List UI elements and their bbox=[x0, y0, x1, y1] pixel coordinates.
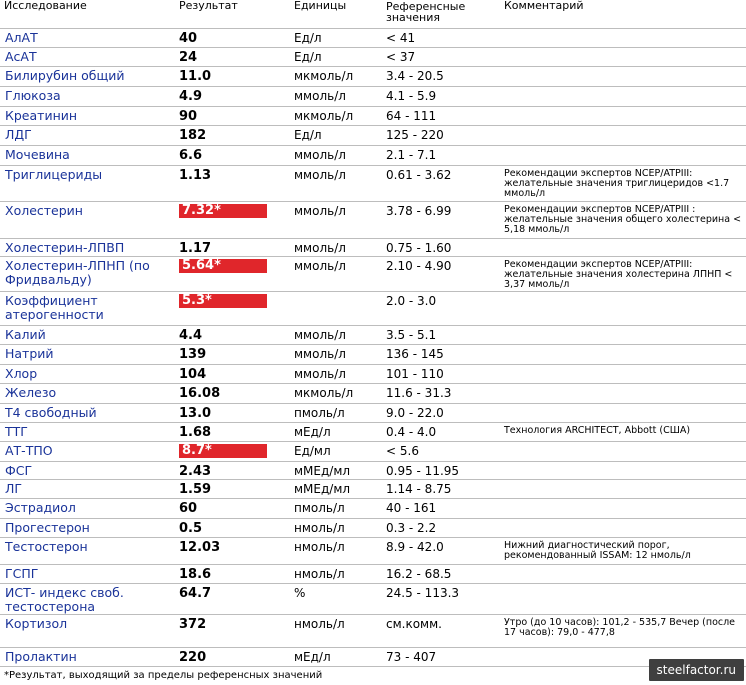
table-row bbox=[0, 423, 746, 442]
reference-range: 16.2 - 68.5 bbox=[382, 565, 500, 584]
unit: мМЕд/мл bbox=[290, 480, 382, 499]
comment bbox=[500, 480, 746, 499]
result-value: 4.4 bbox=[175, 326, 290, 345]
test-name: ЛДГ bbox=[0, 126, 175, 146]
reference-range: 3.4 - 20.5 bbox=[382, 67, 500, 87]
comment: Рекомендации экспертов NCEP/ATPIII: желательные значения холестерина ЛПНП < 3,37 ммоль/л bbox=[500, 257, 746, 292]
unit: Ед/мл bbox=[290, 442, 382, 462]
reference-range: 3.5 - 5.1 bbox=[382, 326, 500, 345]
unit bbox=[290, 292, 382, 326]
comment bbox=[500, 462, 746, 480]
result-value: 13.0 bbox=[175, 404, 290, 423]
table-row bbox=[0, 462, 746, 480]
unit: нмоль/л bbox=[290, 519, 382, 538]
reference-range: 4.1 - 5.9 bbox=[382, 87, 500, 107]
test-name: Железо bbox=[0, 384, 175, 404]
test-name: Коэффициент атерогенности bbox=[0, 292, 175, 326]
test-name: ЛГ bbox=[0, 480, 175, 499]
table-row bbox=[0, 584, 746, 615]
reference-range: 125 - 220 bbox=[382, 126, 500, 146]
test-name: Глюкоза bbox=[0, 87, 175, 107]
comment bbox=[500, 107, 746, 126]
table-row bbox=[0, 202, 746, 239]
result-value: 182 bbox=[175, 126, 290, 146]
test-name: Триглицериды bbox=[0, 166, 175, 202]
unit: ммоль/л bbox=[290, 202, 382, 239]
reference-range: 0.75 - 1.60 bbox=[382, 239, 500, 257]
result-value: 139 bbox=[175, 345, 290, 365]
table-row bbox=[0, 615, 746, 648]
unit: ммоль/л bbox=[290, 87, 382, 107]
table-row bbox=[0, 442, 746, 462]
comment: Нижний диагностический порог, рекомендованный ISSAM: 12 нмоль/л bbox=[500, 538, 746, 565]
comment: Рекомендации экспертов NCEP/ATPIII : желательные значения общего холестерина < 5,18 ммоль/л bbox=[500, 202, 746, 239]
reference-range: 2.10 - 4.90 bbox=[382, 257, 500, 292]
reference-range: 1.14 - 8.75 bbox=[382, 480, 500, 499]
reference-range: 11.6 - 31.3 bbox=[382, 384, 500, 404]
out-of-range-value: 5.64* bbox=[179, 259, 267, 273]
test-name: Калий bbox=[0, 326, 175, 345]
table-row bbox=[0, 48, 746, 67]
comment bbox=[500, 584, 746, 615]
table-row bbox=[0, 480, 746, 499]
table-row bbox=[0, 404, 746, 423]
unit: пмоль/л bbox=[290, 404, 382, 423]
header-reference: Референсные значения bbox=[386, 0, 466, 24]
comment bbox=[500, 126, 746, 146]
test-name: Тестостерон bbox=[0, 538, 175, 565]
table-row bbox=[0, 107, 746, 126]
comment bbox=[500, 292, 746, 326]
header-comment: Комментарий bbox=[504, 0, 584, 12]
test-name: АлАТ bbox=[0, 29, 175, 48]
result-value: 104 bbox=[175, 365, 290, 384]
comment bbox=[500, 239, 746, 257]
result-value: 4.9 bbox=[175, 87, 290, 107]
table-row bbox=[0, 365, 746, 384]
comment: Утро (до 10 часов): 101,2 - 535,7 Вечер (после 17 часов): 79,0 - 477,8 bbox=[500, 615, 746, 648]
test-name: ИСТ- индекс своб. тестостерона bbox=[0, 584, 175, 615]
unit: мЕд/л bbox=[290, 423, 382, 442]
comment bbox=[500, 365, 746, 384]
unit: нмоль/л bbox=[290, 615, 382, 648]
result-value: 220 bbox=[175, 648, 290, 667]
unit: ммоль/л bbox=[290, 166, 382, 202]
unit: Ед/л bbox=[290, 48, 382, 67]
result-value: 12.03 bbox=[175, 538, 290, 565]
comment: Рекомендации экспертов NCEP/ATPIII: желательные значения триглицеридов <1.7 ммоль/л bbox=[500, 166, 746, 202]
comment bbox=[500, 326, 746, 345]
reference-range: 0.61 - 3.62 bbox=[382, 166, 500, 202]
unit: ммоль/л bbox=[290, 365, 382, 384]
test-name: Т4 свободный bbox=[0, 404, 175, 423]
test-name: АТ-ТПО bbox=[0, 442, 175, 462]
out-of-range-value: 7.32* bbox=[179, 204, 267, 218]
reference-range: 0.4 - 4.0 bbox=[382, 423, 500, 442]
reference-range: 8.9 - 42.0 bbox=[382, 538, 500, 565]
unit: % bbox=[290, 584, 382, 615]
comment bbox=[500, 499, 746, 519]
reference-range: 64 - 111 bbox=[382, 107, 500, 126]
test-name: Холестерин-ЛПНП (по Фридвальду) bbox=[0, 257, 175, 292]
result-value bbox=[175, 292, 290, 326]
test-name: Холестерин-ЛПВП bbox=[0, 239, 175, 257]
unit: нмоль/л bbox=[290, 565, 382, 584]
table-row bbox=[0, 126, 746, 146]
result-value: 64.7 bbox=[175, 584, 290, 615]
result-value bbox=[175, 202, 290, 239]
unit: пмоль/л bbox=[290, 499, 382, 519]
table-row bbox=[0, 565, 746, 584]
comment bbox=[500, 67, 746, 87]
comment bbox=[500, 48, 746, 67]
unit: ммоль/л bbox=[290, 146, 382, 166]
result-value: 11.0 bbox=[175, 67, 290, 87]
test-name: Холестерин bbox=[0, 202, 175, 239]
comment bbox=[500, 442, 746, 462]
unit: мкмоль/л bbox=[290, 384, 382, 404]
test-name: Натрий bbox=[0, 345, 175, 365]
test-name: Билирубин общий bbox=[0, 67, 175, 87]
unit: ммоль/л bbox=[290, 239, 382, 257]
table-row bbox=[0, 519, 746, 538]
unit: ммоль/л bbox=[290, 326, 382, 345]
comment bbox=[500, 565, 746, 584]
reference-range: 40 - 161 bbox=[382, 499, 500, 519]
test-name: Прогестерон bbox=[0, 519, 175, 538]
header-units: Единицы bbox=[294, 0, 347, 12]
comment bbox=[500, 519, 746, 538]
test-name: ТТГ bbox=[0, 423, 175, 442]
test-name: Эстрадиол bbox=[0, 499, 175, 519]
reference-range: 101 - 110 bbox=[382, 365, 500, 384]
comment bbox=[500, 87, 746, 107]
comment bbox=[500, 29, 746, 48]
footnote: *Результат, выходящий за пределы референсных значений bbox=[4, 670, 323, 681]
result-value: 2.43 bbox=[175, 462, 290, 480]
reference-range: 73 - 407 bbox=[382, 648, 500, 667]
reference-range: 3.78 - 6.99 bbox=[382, 202, 500, 239]
result-value: 6.6 bbox=[175, 146, 290, 166]
table-row bbox=[0, 384, 746, 404]
test-name: Пролактин bbox=[0, 648, 175, 667]
reference-range: < 37 bbox=[382, 48, 500, 67]
unit: Ед/л bbox=[290, 126, 382, 146]
comment bbox=[500, 404, 746, 423]
unit: ммоль/л bbox=[290, 345, 382, 365]
test-name: Кортизол bbox=[0, 615, 175, 648]
result-value: 1.17 bbox=[175, 239, 290, 257]
out-of-range-value: 5.3* bbox=[179, 294, 267, 308]
reference-range: 2.0 - 3.0 bbox=[382, 292, 500, 326]
reference-range: 0.95 - 11.95 bbox=[382, 462, 500, 480]
reference-range: < 41 bbox=[382, 29, 500, 48]
table-row bbox=[0, 87, 746, 107]
result-value bbox=[175, 442, 290, 462]
reference-range: 2.1 - 7.1 bbox=[382, 146, 500, 166]
header-test: Исследование bbox=[4, 0, 87, 12]
test-name: Креатинин bbox=[0, 107, 175, 126]
table-row bbox=[0, 326, 746, 345]
unit: мЕд/л bbox=[290, 648, 382, 667]
reference-range: 0.3 - 2.2 bbox=[382, 519, 500, 538]
table-row bbox=[0, 146, 746, 166]
unit: ммоль/л bbox=[290, 257, 382, 292]
test-name: АсАТ bbox=[0, 48, 175, 67]
header-result: Результат bbox=[179, 0, 238, 12]
test-name: ГСПГ bbox=[0, 565, 175, 584]
reference-range: 24.5 - 113.3 bbox=[382, 584, 500, 615]
reference-range: < 5.6 bbox=[382, 442, 500, 462]
reference-range: 9.0 - 22.0 bbox=[382, 404, 500, 423]
unit: мкмоль/л bbox=[290, 67, 382, 87]
result-value: 18.6 bbox=[175, 565, 290, 584]
reference-range: см.комм. bbox=[382, 615, 500, 648]
result-value: 90 bbox=[175, 107, 290, 126]
result-value: 1.68 bbox=[175, 423, 290, 442]
out-of-range-value: 8.7* bbox=[179, 444, 267, 458]
result-value: 1.59 bbox=[175, 480, 290, 499]
watermark: steelfactor.ru bbox=[649, 659, 744, 681]
result-value: 372 bbox=[175, 615, 290, 648]
result-value: 60 bbox=[175, 499, 290, 519]
table-row bbox=[0, 166, 746, 202]
reference-range: 136 - 145 bbox=[382, 345, 500, 365]
result-value: 24 bbox=[175, 48, 290, 67]
unit: нмоль/л bbox=[290, 538, 382, 565]
test-name: Мочевина bbox=[0, 146, 175, 166]
result-value: 16.08 bbox=[175, 384, 290, 404]
comment: Технология ARCHITECT, Abbott (США) bbox=[500, 423, 746, 442]
result-value: 0.5 bbox=[175, 519, 290, 538]
table-row bbox=[0, 538, 746, 565]
result-value: 40 bbox=[175, 29, 290, 48]
unit: мкмоль/л bbox=[290, 107, 382, 126]
table-row bbox=[0, 499, 746, 519]
table-row bbox=[0, 239, 746, 257]
table-row bbox=[0, 648, 746, 667]
table-row bbox=[0, 29, 746, 48]
table-row bbox=[0, 292, 746, 326]
table-row bbox=[0, 67, 746, 87]
comment bbox=[500, 384, 746, 404]
table-row bbox=[0, 257, 746, 292]
header-row bbox=[0, 0, 746, 29]
unit: мМЕд/мл bbox=[290, 462, 382, 480]
result-value bbox=[175, 257, 290, 292]
test-name: ФСГ bbox=[0, 462, 175, 480]
unit: Ед/л bbox=[290, 29, 382, 48]
test-name: Хлор bbox=[0, 365, 175, 384]
comment bbox=[500, 345, 746, 365]
table-row bbox=[0, 345, 746, 365]
comment bbox=[500, 146, 746, 166]
result-value: 1.13 bbox=[175, 166, 290, 202]
